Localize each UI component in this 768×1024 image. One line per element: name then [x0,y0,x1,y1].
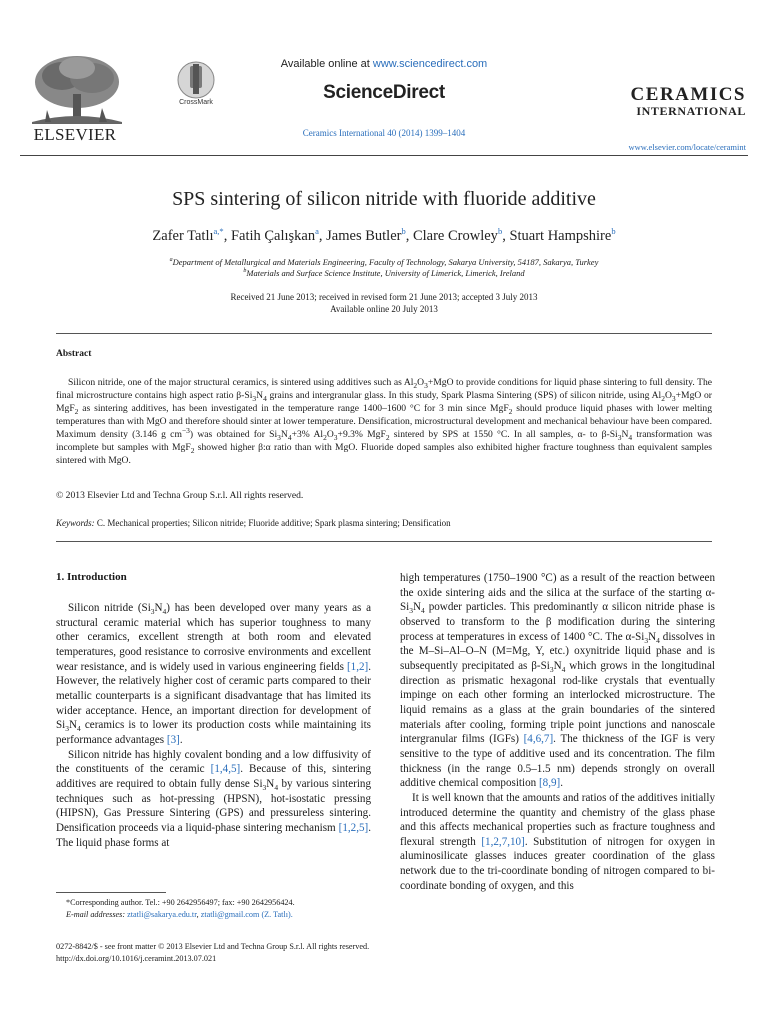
citation-link[interactable]: [1,4,5] [210,763,241,776]
abstract-body: Silicon nitride, one of the major structural ceramics, is sintered using additives such as $Al_2O_3+MgO$ to provide conditions for liquid phase sintering to full density. The final microstructure contains high aspect ratio $\beta-Si_3N_4$ grains and intergranular glass. In this study, Spark Plasma Sintering (SPS) of silicon nitride, using $Al_2O_3+MgO$ or MgF$_2$ as sintering additives, has been investigated in the temperature range 1400–1600 °C for 3 min since MgF$_2$ should produce liquid phases with lower melting temperatures than with MgO and therefore should sinter at lower temperature. Densification, microstructural development and mechanical behaviour have been compared. Maximum density (3.146 g $cm^{-3}$) was obtained for $Si_3N_4+3\%$ $Al_2O_3+9.3\%$ MgF$_2$ sintered by SPS at 1550 °C. In all samples, α- to $\beta-Si_3N_4$ transformation was incomplete but samples with MgF$_2$ showed higher β:α ratio than with MgO. Fluoride doped samples also exhibited higher fracture toughness than equivalent samples sintered with MgO. [56,377,713,466]
available-online-date: Available online 20 July 2013 [330,304,438,314]
issn-line: 0272-8842/$ - see front matter © 2013 Elsevier Ltd and Techna Group S.r.l. All rights reserved. [56,942,370,951]
received-dates: Received 21 June 2013; received in revised form 21 June 2013; accepted 3 July 2013 [230,292,538,302]
article-title: SPS sintering of silicon nitride with fluoride additive [172,188,596,210]
author-affiliation-mark[interactable]: b [611,226,616,237]
available-online-line [0,58,768,70]
author-name: Stuart Hampshire [509,228,612,244]
author-affiliation-mark[interactable]: a [315,226,319,237]
author-list: Zafer Tatlı$^{a,*}$, Fatih Çalışkan$^a$, James Butler$^b$, Clare Crowley$^b$, Stuart Hampshire$^b$ [152,226,616,244]
body-column-left [56,601,371,850]
footnote-divider [56,892,166,893]
paragraph: Silicon nitride has highly covalent bonding and a low diffusivity of the constituents of the ceramic [1,4,5]. Because of this, sintering additives are required to obtain fully dense $Si_3N_4$ by various sintering techniques such as hot-pressing (HPSN), hot-isostatic pressing (HIPSN), Gas Pressure Sintering (GPS) and pressureless sintering. Densification proceeds via a liquid-phase sintering mechanism [1,2,5]. The liquid phase forms at [56,748,371,849]
author-affiliation-mark[interactable]: a,* [213,226,224,237]
affiliations [0,257,768,279]
page-footer [56,941,369,964]
section-heading-introduction: 1. Introduction [56,571,127,583]
author-affiliation-mark[interactable]: b [497,226,503,237]
affiliation-b: $^b$Materials and Surface Science Institute, University of Limerick, Limerick, Ireland [243,268,525,278]
author-name: Clare Crowley [412,228,498,244]
author-name: Zafer Tatlı [152,228,214,244]
citation-link[interactable]: [1,2,5] [338,821,369,834]
abstract-bottom-divider [56,541,712,542]
author-name: James Butler [326,228,402,244]
paragraph: It is well known that the amounts and ratios of the additives initially introduced determine the quantity and chemistry of the glass phase and this affects mechanical properties such as fracture toughness and flexural strength [1,2,7,10]. Substitution of nitrogen for oxygen in aluminosilicate glasses induces greater coordination of the glass network due to the tri-coordinate bonding of nitrogen compared to bi-coordinate bonding of oxygen, and this [400,791,715,892]
citation-link[interactable]: [1,2,7,10] [481,835,525,848]
citation-link[interactable]: [4,6,7] [523,733,554,746]
keywords-list: C. Mechanical properties; Silicon nitride; Fluoride additive; Spark plasma sintering; Densification [96,518,451,528]
email-link-1[interactable]: ztatli@sakarya.edu.tr [127,910,197,919]
crossmark-label: CrossMark [179,99,213,106]
paragraph: Silicon nitride $(Si_3N_4)$ has been developed over many years as a structural ceramic material which has superior toughness to many other ceramics, excellent strength at both room and elevated temperatures, good resistance to corrosive environments and excellent wear resistance, and is widely used in various engineering fields [1,2]. However, the relatively higher cost of ceramic parts compared to their metallic counterparts is a significant disadvantage that has limited its wider acceptance. Hence, an important direction for development of $Si_3N_4$ ceramics is to lower its production costs while maintaining its performance advantages [3]. [56,602,371,746]
available-online-label: Available online at [280,58,370,70]
affiliation-a: $^a$Department of Metallurgical and Materials Engineering, Faculty of Technology, Sakarya University, 54187, Sakarya, Turkey [169,257,599,267]
journal-homepage-link[interactable]: www.elsevier.com/locate/ceramint [628,142,746,152]
citation-link[interactable]: [1,2] [346,660,369,673]
citation-link[interactable]: [8,9] [538,777,561,790]
affiliation-b-text: Materials and Surface Science Institute, University of Limerick, Limerick, Ireland [246,268,525,278]
sciencedirect-wordmark: ScienceDirect [323,82,445,103]
email-line: E-mail addresses: ztatli@sakarya.edu.tr, ztatli@gmail.com (Z. Tatlı). [66,910,293,919]
header-divider [20,155,748,156]
abstract-top-divider [56,333,712,334]
journal-name-line1: CERAMICS [630,84,746,105]
doi-line[interactable]: http://dx.doi.org/10.1016/j.ceramint.2013.07.021 [56,953,217,963]
footnote [56,897,386,921]
affiliation-a-text: Department of Metallurgical and Materials Engineering, Faculty of Technology, Sakarya University, 54187, Sakarya, Turkey [172,257,599,267]
keywords-line [56,518,712,528]
abstract-heading: Abstract [56,349,92,359]
publisher-name: ELSEVIER [33,125,117,144]
author-affiliation-mark[interactable]: b [401,226,406,237]
author-name: Fatih Çalışkan [230,228,316,244]
citation-link[interactable]: [3] [166,733,180,746]
journal-reference-link[interactable]: Ceramics International 40 (2014) 1399–1404 [302,128,466,138]
body-column-right [400,571,715,893]
email-link-2[interactable]: ztatli@gmail.com (Z. Tatlı). [200,910,293,919]
corresponding-author-note: *Corresponding author. Tel.: +90 2642956497; fax: +90 2642956424. [66,898,295,907]
article-history [0,291,768,315]
journal-name [631,84,746,119]
email-label: E-mail addresses: [66,910,126,919]
journal-name-line2: INTERNATIONAL [636,104,746,118]
keywords-label: Keywords: [56,518,95,528]
sciencedirect-url-link[interactable]: www.sciencedirect.com [372,58,488,70]
paragraph: high temperatures (1750–1900 °C) as a result of the reaction between the oxide sintering aids and the silica at the surface of the starting $\alpha-Si_3N_4$ powder particles. This predominantly α silicon nitride phase is observed to transform to the β modification during the sintering process at temperatures in excess of 1400 °C. The $\alpha-Si_3N_4$ dissolves in the M–Si–Al–O–N (M=Mg, Y, etc.) oxynitride liquid phase and is subsequently precipitated as $\beta-Si_3N_4$ which grows in the longitudinal direction as prismatic hexagonal rod-like crystals that eventually impinge on each other forming an interlocked microstructure. The liquid remains as a glass at the grain boundaries of the sintered materials after cooling, forming triple point junctions and nanoscale intergranular films (IGFs) [4,6,7]. The thickness of the IGF is very sensitive to the type of additive used and its concentration. The film thickness (in the range 0.5–1.5 nm) depends strongly on overall additive chemical composition [8,9]. [400,572,716,790]
abstract-copyright: © 2013 Elsevier Ltd and Techna Group S.r.l. All rights reserved. [56,490,304,501]
